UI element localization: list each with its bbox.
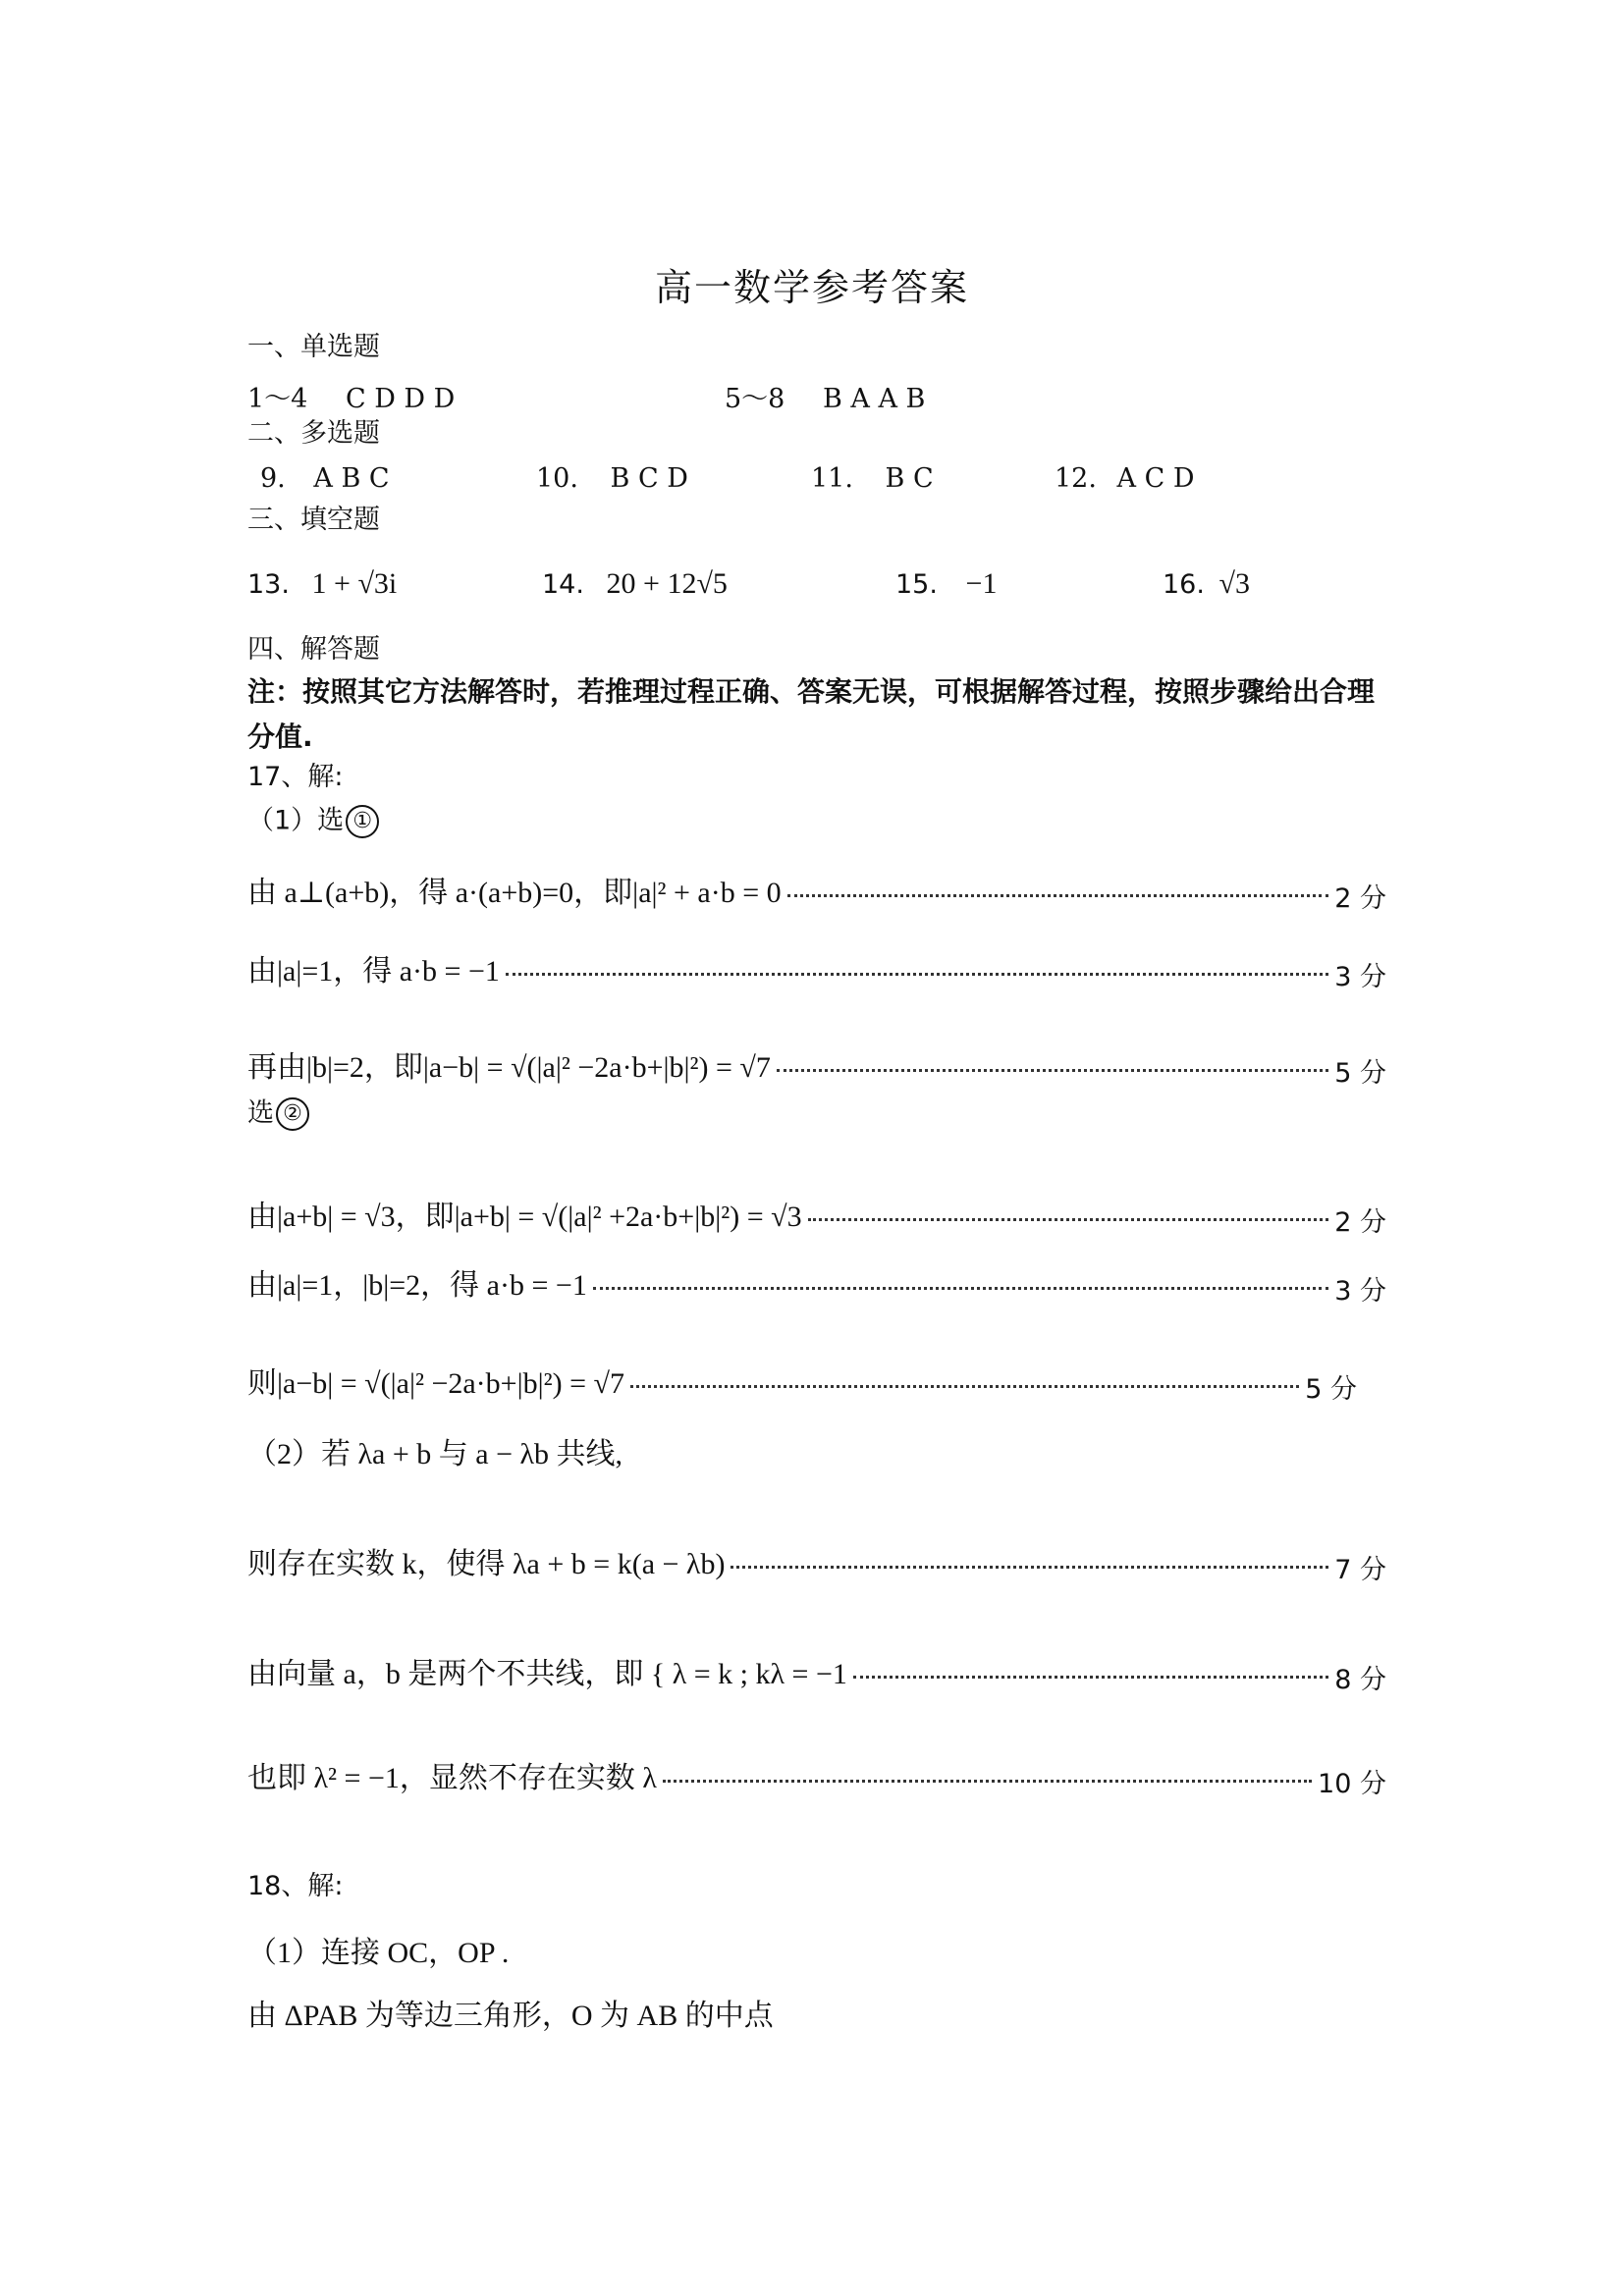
part-label: 选 xyxy=(247,1097,274,1129)
answer-letters: A B C xyxy=(313,463,390,494)
dot-leader xyxy=(853,1676,1328,1679)
q17-part2-intro: （2）若 λa + b 与 a − λb 共线, xyxy=(247,1438,623,1470)
multi-answer-12 xyxy=(1055,463,1195,494)
dot-leader xyxy=(506,973,1328,976)
step-score: 2 分 xyxy=(1334,882,1386,914)
q17-step-a2 xyxy=(247,946,1386,992)
dot-leader xyxy=(777,1069,1328,1072)
answer-range: 5～8 xyxy=(725,384,785,414)
single-answers-5-8 xyxy=(725,377,925,415)
q17-step-b2 xyxy=(247,1260,1386,1307)
multi-answer-9 xyxy=(260,463,390,494)
answer-letters: B C D xyxy=(610,463,688,494)
q17-part1-choice1 xyxy=(247,805,379,838)
question-number: 9. xyxy=(260,463,286,494)
step-text: 由|a|=1，|b|=2，得 a·b = −1 xyxy=(247,1269,587,1302)
answer-value: 1 + √3i xyxy=(311,567,398,600)
question-number: 11. xyxy=(811,463,853,494)
fill-answer-13 xyxy=(247,567,397,601)
fill-answer-14 xyxy=(542,567,728,601)
step-score: 2 分 xyxy=(1334,1206,1386,1238)
answer-range: 1～4 xyxy=(247,384,308,414)
step-text: 由|a+b| = √3，即|a+b| = √(|a|² +2a·b+|b|²) = √3 xyxy=(247,1201,802,1233)
q17-step-c1 xyxy=(247,1539,1386,1585)
step-score: 7 分 xyxy=(1334,1554,1386,1585)
question-number: 10. xyxy=(536,463,578,494)
answer-value: −1 xyxy=(965,567,998,600)
question-number: 12. xyxy=(1055,463,1097,494)
dot-leader xyxy=(630,1385,1299,1388)
step-text: 再由|b|=2，即|a−b| = √(|a|² −2a·b+|b|²) = √7 xyxy=(247,1051,771,1084)
dot-leader xyxy=(663,1780,1312,1783)
question-number: 16. xyxy=(1163,569,1205,600)
q18-line1: （1）连接 OC，OP . xyxy=(247,1937,510,1969)
fill-answer-15 xyxy=(895,567,997,601)
step-score: 3 分 xyxy=(1334,961,1386,992)
question-number: 14. xyxy=(542,569,584,600)
step-score: 5 分 xyxy=(1334,1057,1386,1089)
step-text: 由 a⊥(a+b)，得 a·(a+b)=0，即|a|² + a·b = 0 xyxy=(247,877,782,909)
answer-value: √3 xyxy=(1218,567,1251,600)
page-title: 高一数学参考答案 xyxy=(654,266,969,309)
dot-leader xyxy=(731,1566,1328,1569)
grading-note: 注：按照其它方法解答时，若推理过程正确、答案无误，可根据解答过程，按照步骤给出合理分值. xyxy=(247,675,1376,753)
dot-leader xyxy=(808,1218,1329,1221)
q18-heading: 18、解: xyxy=(247,1871,344,1901)
q17-step-b1 xyxy=(247,1192,1386,1238)
step-text: 则|a−b| = √(|a|² −2a·b+|b|²) = √7 xyxy=(247,1367,624,1400)
answer-letters: C D D D xyxy=(345,384,456,414)
step-score: 10 分 xyxy=(1318,1768,1386,1799)
q17-step-c3 xyxy=(247,1753,1386,1799)
answer-letters: A C D xyxy=(1116,463,1195,494)
multi-answer-11 xyxy=(811,463,934,494)
answer-letters: B A A B xyxy=(822,384,926,414)
section-fill-blank: 三、填空题 xyxy=(247,505,380,535)
dot-leader xyxy=(593,1287,1328,1290)
part-label: （1）选 xyxy=(247,805,345,836)
dot-leader xyxy=(787,894,1329,897)
section-single-choice: 一、单选题 xyxy=(247,332,380,362)
circled-number-icon: ① xyxy=(346,805,379,838)
q17-step-a3 xyxy=(247,1042,1386,1089)
q17-heading: 17、解: xyxy=(247,762,344,792)
answer-value: 20 + 12√5 xyxy=(606,567,728,600)
single-answers-1-4 xyxy=(247,377,455,415)
step-score: 5 分 xyxy=(1305,1373,1357,1405)
multi-answer-10 xyxy=(536,463,688,494)
circled-number-icon: ② xyxy=(276,1097,309,1131)
q17-step-a1 xyxy=(247,868,1386,914)
step-score: 3 分 xyxy=(1334,1275,1386,1307)
q18-line2: 由 ΔPAB 为等边三角形，O 为 AB 的中点 xyxy=(247,2000,774,2032)
step-text: 由向量 a，b 是两个不共线，即 { λ = k ; kλ = −1 xyxy=(247,1658,847,1690)
step-text: 则存在实数 k，使得 λa + b = k(a − λb) xyxy=(247,1548,726,1580)
q17-choice2 xyxy=(247,1097,309,1131)
question-number: 15. xyxy=(895,569,938,600)
step-text: 也即 λ² = −1，显然不存在实数 λ xyxy=(247,1762,657,1794)
step-text: 由|a|=1，得 a·b = −1 xyxy=(247,955,500,988)
question-number: 13. xyxy=(247,569,290,600)
section-solve: 四、解答题 xyxy=(247,634,380,665)
q17-step-c2 xyxy=(247,1649,1386,1695)
section-multi-choice: 二、多选题 xyxy=(247,418,380,449)
q17-step-b3 xyxy=(247,1359,1357,1405)
answer-letters: B C xyxy=(885,463,934,494)
fill-answer-16 xyxy=(1163,567,1250,601)
step-score: 8 分 xyxy=(1334,1664,1386,1695)
